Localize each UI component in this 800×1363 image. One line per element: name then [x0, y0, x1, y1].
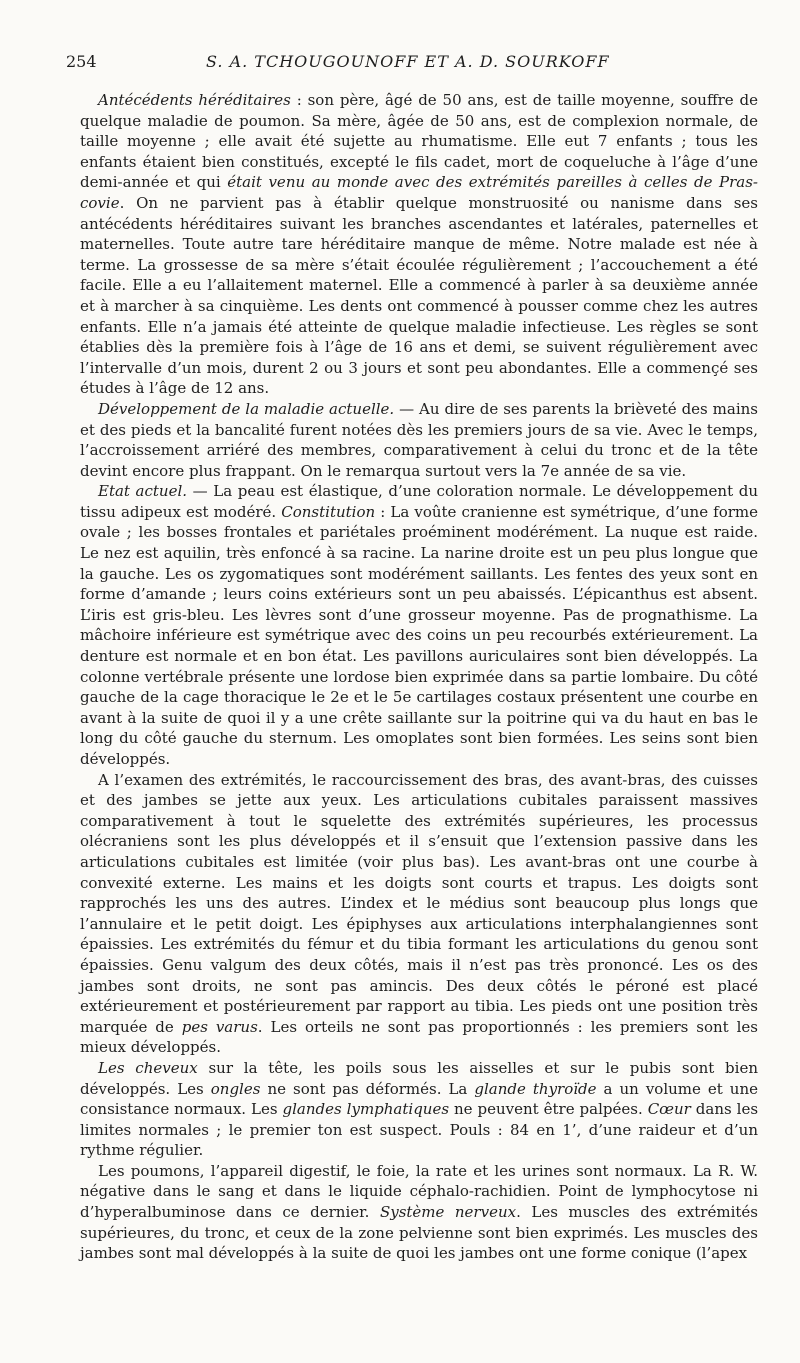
- paragraph-organs-and-nervous-system: [80, 1161, 758, 1264]
- text-run: A l’examen des extrémités, le raccourcissement des bras, des avant-bras, des cuisses et des jambes se jette aux yeux. Les articulations cubitales paraissent massives comparativement à tout le squelette des extrémités supérieures, les processus olécraniens sont les plus développés et il s’ensuit que l’extension passive dans les articulations cubitales est limitée (voir plus bas). Les avant-bras ont une courbe à convexité externe. Les mains et les doigts sont courts et trapus. Les doigts sont rapprochés les uns des autres. L’index et le médius sont beaucoup plus longs que l’annulaire et le petit doigt. Les épiphyses aux articulations interphalangiennes sont épaissies. Les extrémités du fémur et du tibia formant les articulations du genou sont épaissies. Genu valgum des deux côtés, mais il n’est pas très prononcé. Les os des jambes sont droits, ne sont pas amincis. Des deux côtés le péroné est placé extérieurement et postérieurement par rapport au tibia. Les pieds ont une position très marquée de: [80, 770, 758, 1036]
- paragraph-current-state: [80, 481, 758, 769]
- text-run: ne peuvent être palpées.: [449, 1100, 648, 1119]
- text-run: ne sont pas déformés. La: [260, 1079, 475, 1098]
- italic-run: ongles: [210, 1079, 261, 1098]
- italic-run: était venu au monde avec des extrémités pareilles à celles de Pras-covie: [80, 173, 759, 212]
- text-run: . Les orteils ne sont pas proportionnés : les premiers sont les mieux développés.: [80, 1017, 758, 1057]
- italic-run: pes varus: [181, 1017, 258, 1036]
- text-run: . On ne parvient pas à établir quelque monstruosité ou nanisme dans ses antécédents héréditaires suivant les branches ascendantes et latérales, paternelles et maternelles. Toute autre tare héréditaire manque de même. Notre malade est née à terme. La grossesse de sa mère s’était écoulée régulièrement ; l’accouchement a été facile. Elle a eu l’allaitement maternel. Elle a commencé à parler à sa deuxième année et à marcher à sa cinquième. Les dents ont commencé à pousser comme chez les autres enfants. Elle n’a jamais été atteinte de quelque maladie infectieuse. Les règles se sont établies dès la première fois à l’âge de 16 ans et demi, se suivent régulièrement avec l’intervalle d’un mois, durent 2 ou 3 jours et sont peu abondantes. Elle a commençé ses études à l’âge de 12 ans.: [80, 193, 758, 398]
- running-title: S. A. TCHOUGOUNOFF ET A. D. SOURKOFF: [206, 52, 610, 71]
- text-run: — Au dire de ses parents la brièveté des mains et des pieds et la bancalité furent notées dès les premiers jours de sa vie. Avec le temps, l’accroissement arriéré des membres, comparativement à celui du tronc et de la tête devint encore plus frappant. On le remarqua surtout vers la 7e année de sa vie.: [80, 399, 758, 480]
- section-heading: Etat actuel.: [98, 482, 188, 501]
- text-run: Les poumons, l’appareil digestif, le foie, la rate et les urines sont normaux. La R. W. négative dans le sang et dans le liquide céphalo-rachidien. Point de lymphocytose ni d’hyperalbuminose dans ce dernier.: [80, 1161, 758, 1222]
- italic-run: Cœur: [647, 1100, 691, 1119]
- text-run: a un volume et une consistance normaux. Les: [80, 1079, 759, 1119]
- italic-run: glande thyroïde: [474, 1079, 597, 1098]
- paragraph-hereditary-antecedents: [80, 90, 758, 399]
- text-run: : son père, âgé de 50 ans, est de taille moyenne, souffre de quelque maladie de poumon. Sa mère, âgée de 50 ans, est de complexion normale, de taille moyenne ; elle avait été sujette au rhumatisme. Elle eut 7 enfants ; tous les enfants étaient bien constitués, excepté le fils cadet, mort de coqueluche à l’âge d’une demi-année et qui: [80, 91, 758, 192]
- section-heading: Développement de la maladie actuelle.: [98, 399, 395, 418]
- paragraph-hair-and-glands: [80, 1058, 758, 1161]
- section-heading: Antécédents héréditaires: [98, 91, 291, 109]
- page-number: 254: [66, 52, 97, 71]
- text-run: : La voûte cranienne est symétrique, d’une forme ovale ; les bosses frontales et pariétales proéminent modérément. La nuque est raide. Le nez est aquilin, très enfoncé à sa racine. La narine droite est un peu plus longue que la gauche. Les os zygomatiques sont modérément saillants. Les fentes des yeux sont en forme d’amande ; leurs coins extérieurs sont un peu abaissés. L’épicanthus est absent. L’iris est gris-bleu. Les lèvres sont d’une grosseur moyenne. Pas de prognathisme. La mâchoire inférieure est symétrique avec des coins un peu recourbés extérieurement. La denture est normale et en bon état. Les pavillons auriculaires sont bien développés. La colonne vertébrale présente une lordose bien exprimée dans sa partie lombaire. Du côté gauche de la cage thoracique le 2e et le 5e cartilages costaux présentent une courbe en avant à la suite de quoi il y a une crête saillante sur la poitrine qui va du haut en bas le long du côté gauche du sternum. Les omoplates sont bien formées. Les seins sont bien développés.: [80, 502, 759, 768]
- text-run: sur la tête, les poils sous les aisselles et sur le pubis sont bien développés. Les: [80, 1058, 758, 1098]
- body-text: [80, 90, 758, 1264]
- text-run: dans les limites normales ; le premier ton est suspect. Pouls : 84 en 1’, d’une raideur et d’un rythme régulier.: [80, 1100, 759, 1160]
- running-head: [66, 52, 756, 74]
- italic-run: Constitution: [281, 502, 376, 521]
- text-run: . Les muscles des extrémités supérieures, du tronc, et ceux de la zone pelvienne sont bien exprimés. Les muscles des jambes sont mal développés à la suite de quoi les jambes ont une forme conique (l’apex: [80, 1203, 758, 1263]
- italic-run: Système nerveux: [379, 1203, 517, 1222]
- text-run: — La peau est élastique, d’une coloration normale. Le développement du tissu adipeux est modéré.: [80, 482, 758, 521]
- italic-run: glandes lymphatiques: [282, 1100, 450, 1119]
- paragraph-extremities: [80, 770, 758, 1058]
- section-heading: Les cheveux: [98, 1058, 198, 1077]
- paragraph-disease-development: [80, 399, 758, 481]
